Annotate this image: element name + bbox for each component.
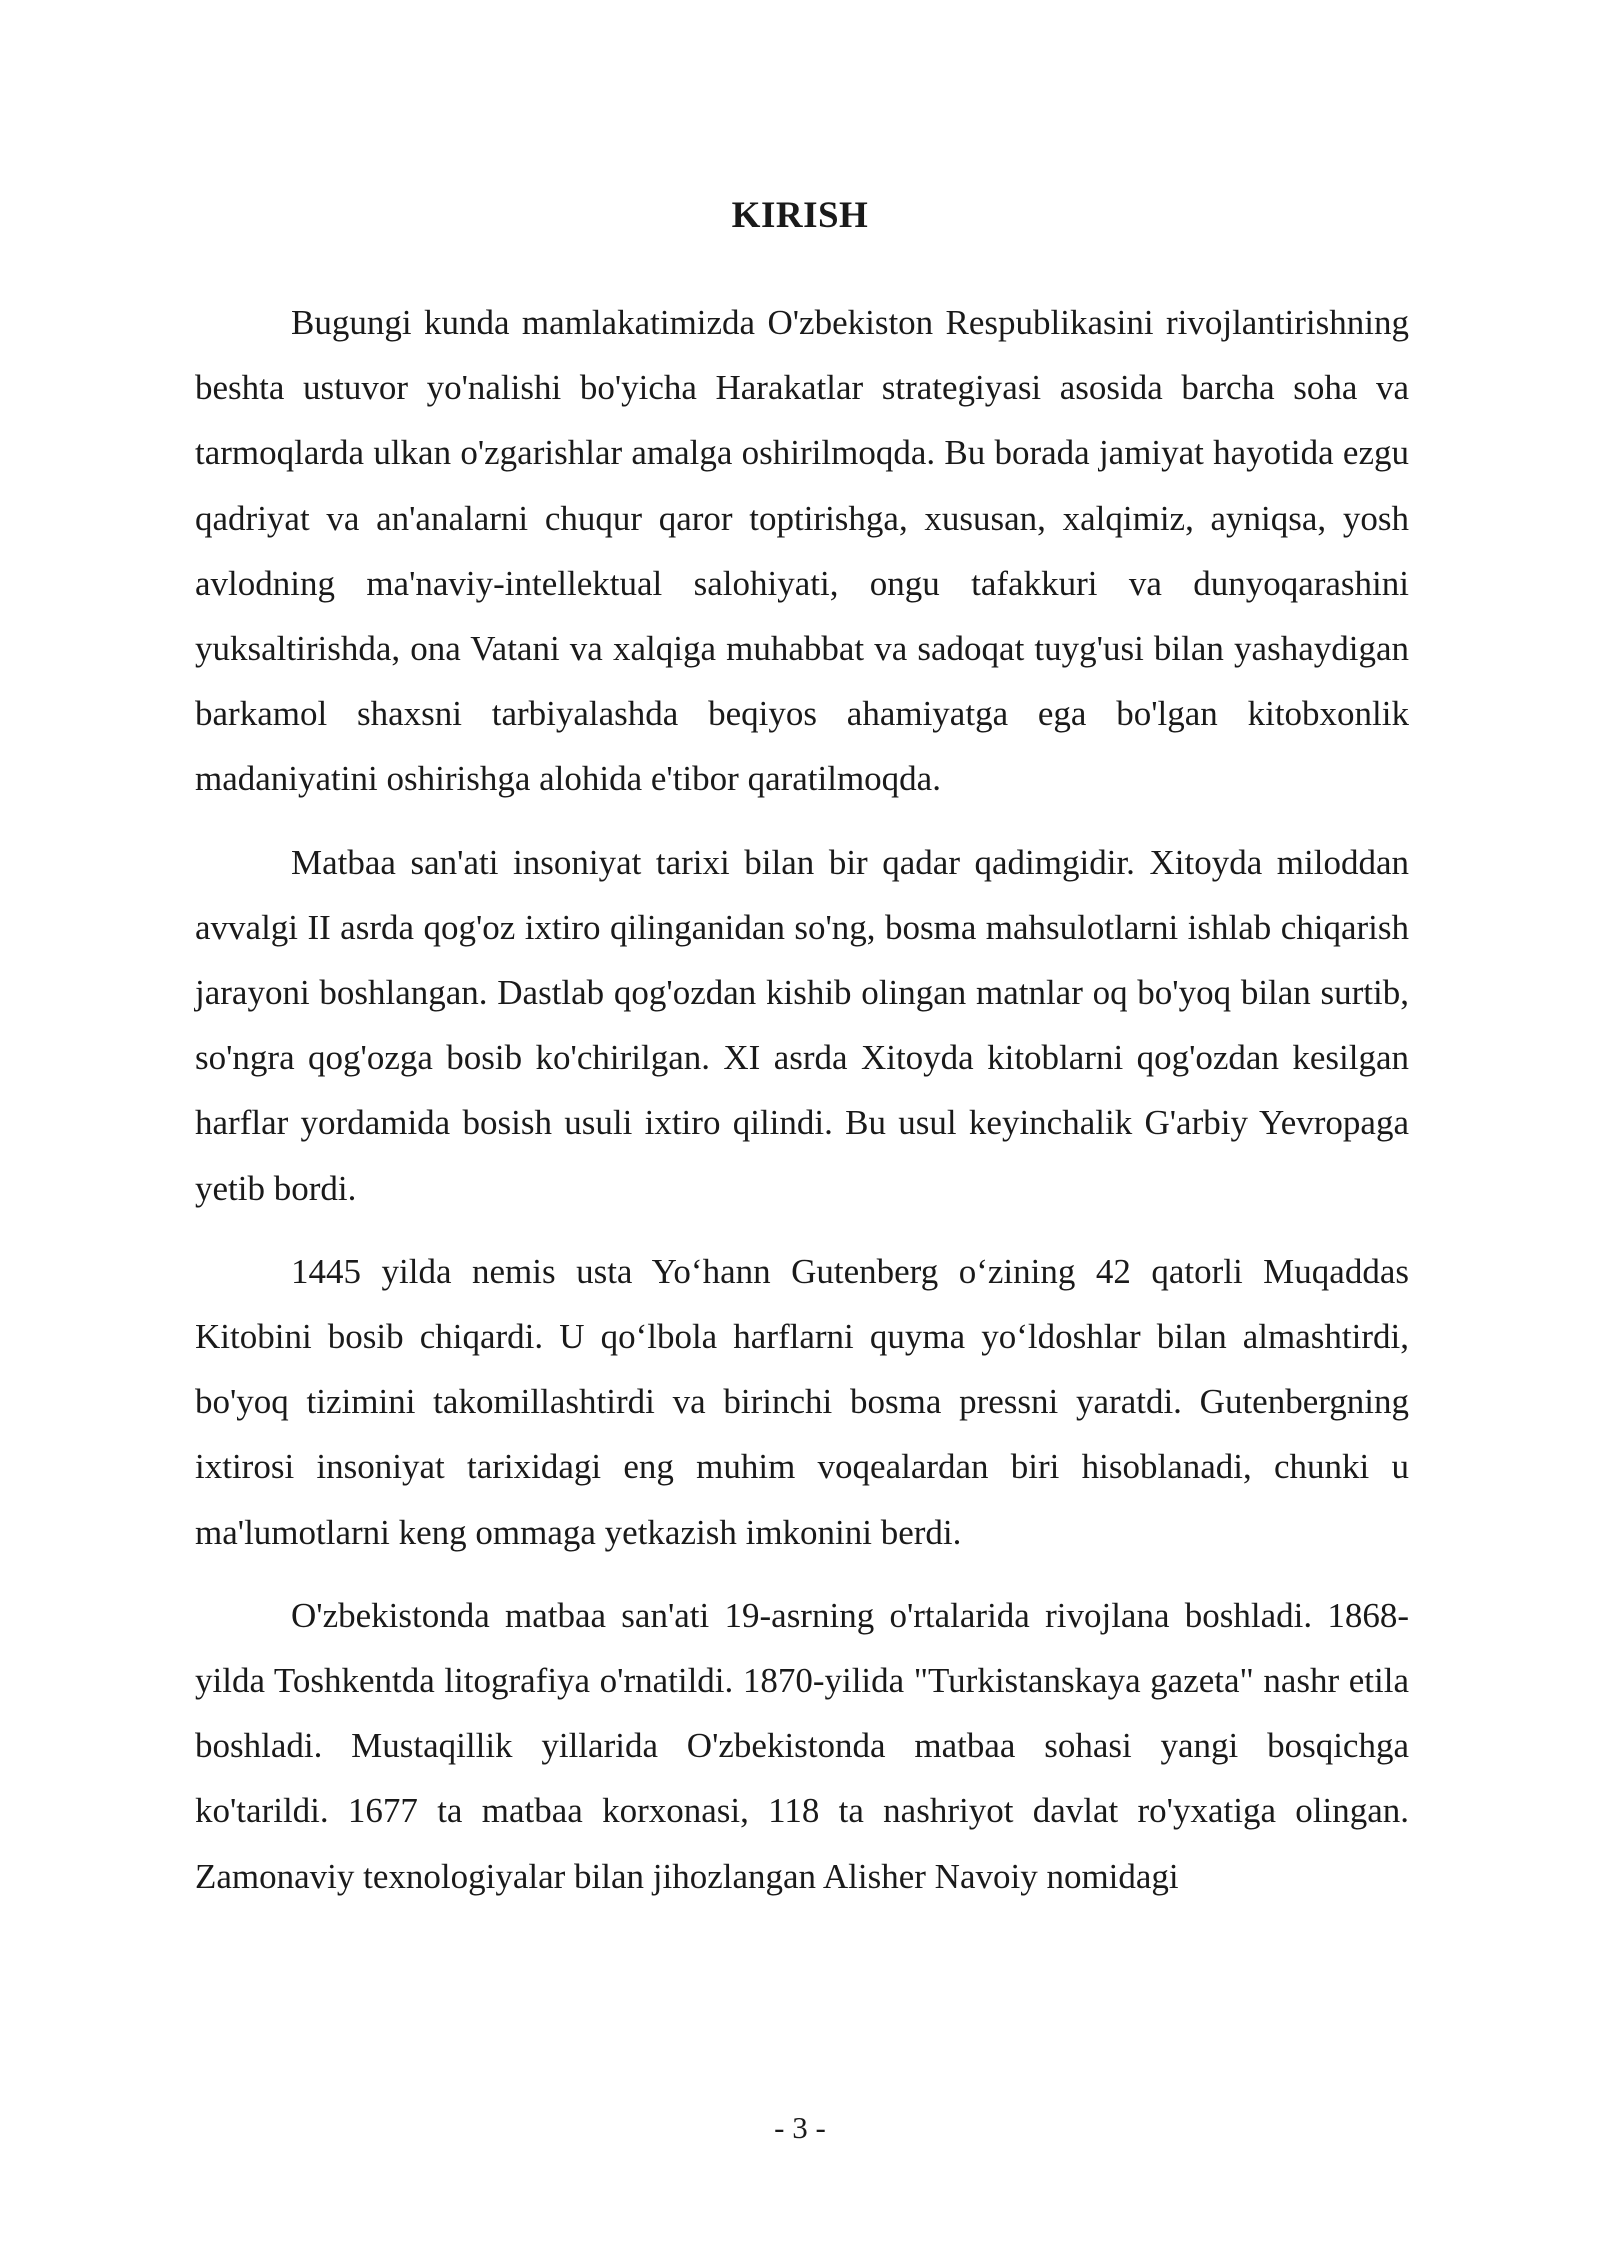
body-text — [195, 290, 1409, 1927]
page-title: KIRISH — [731, 195, 869, 236]
paragraph-2: Matbaa san'ati insoniyat tarixi bilan bir qadar qadimgidir. Xitoyda miloddan avvalgi II asrda qog'oz ixtiro qilinganidan so'ng, bosma mahsulotlarni ishlab chiqarish jarayoni boshlangan. Dastlab qog'ozdan kishib olingan matnlar oq bo'yoq bilan surtib, so'ngra qog'ozga bosib ko'chirilgan. XI asrda Xitoyda kitoblarni qog'ozdan kesilgan harflar yordamida bosish usuli ixtiro qilindi. Bu usul keyinchalik G'arbiy Yevropaga yetib bordi. — [195, 842, 1409, 1208]
page-number: - 3 - — [774, 2110, 826, 2145]
paragraph-1: Bugungi kunda mamlakatimizda O'zbekiston Respublikasini rivojlantirishning beshta ustuvor yo'nalishi bo'yicha Harakatlar strategiyasi asosida barcha soha va tarmoqlarda ulkan o'zgarishlar amalga oshirilmoqda. Bu borada jamiyat hayotida ezgu qadriyat va an'analarni chuqur qaror toptirishga, xususan, xalqimiz, ayniqsa, yosh avlodning ma'naviy-intellektual salohiyati, ongu tafakkuri va dunyoqarashini yuksaltirishda, ona Vatani va xalqiga muhabbat va sadoqat tuyg'usi bilan yashaydigan barkamol shaxsni tarbiyalashda beqiyos ahamiyatga ega bo'lgan kitobxonlik madaniyatini oshirishga alohida e'tibor qaratilmoqda. — [195, 303, 1409, 799]
paragraph-4: O'zbekistonda matbaa san'ati 19-asrning o'rtalarida rivojlana boshladi. 1868-yilda Toshkentda litografiya o'rnatildi. 1870-yilida "Turkistanskaya gazeta" nashr etila boshladi. Mustaqillik yillarida O'zbekistonda matbaa sohasi yangi bosqichga ko'tarildi. 1677 ta matbaa korxonasi, 118 ta nashriyot davlat ro'yxatiga olingan. Zamonaviy texnologiyalar bilan jihozlangan Alisher Navoiy nomidagi — [195, 1595, 1409, 1896]
paragraph-3: 1445 yilda nemis usta Yo‘hann Gutenberg o‘zining 42 qatorli Muqaddas Kitobini bosib chiqardi. U qo‘lbola harflarni quyma yo‘ldoshlar bilan almashtirdi, bo'yoq tizimini takomillashtirdi va birinchi bosma pressni yaratdi. Gutenbergning ixtirosi insoniyat tarixidagi eng muhim voqealardan biri hisoblanadi, chunki u ma'lumotlarni keng ommaga yetkazish imkonini berdi. — [195, 1251, 1409, 1552]
